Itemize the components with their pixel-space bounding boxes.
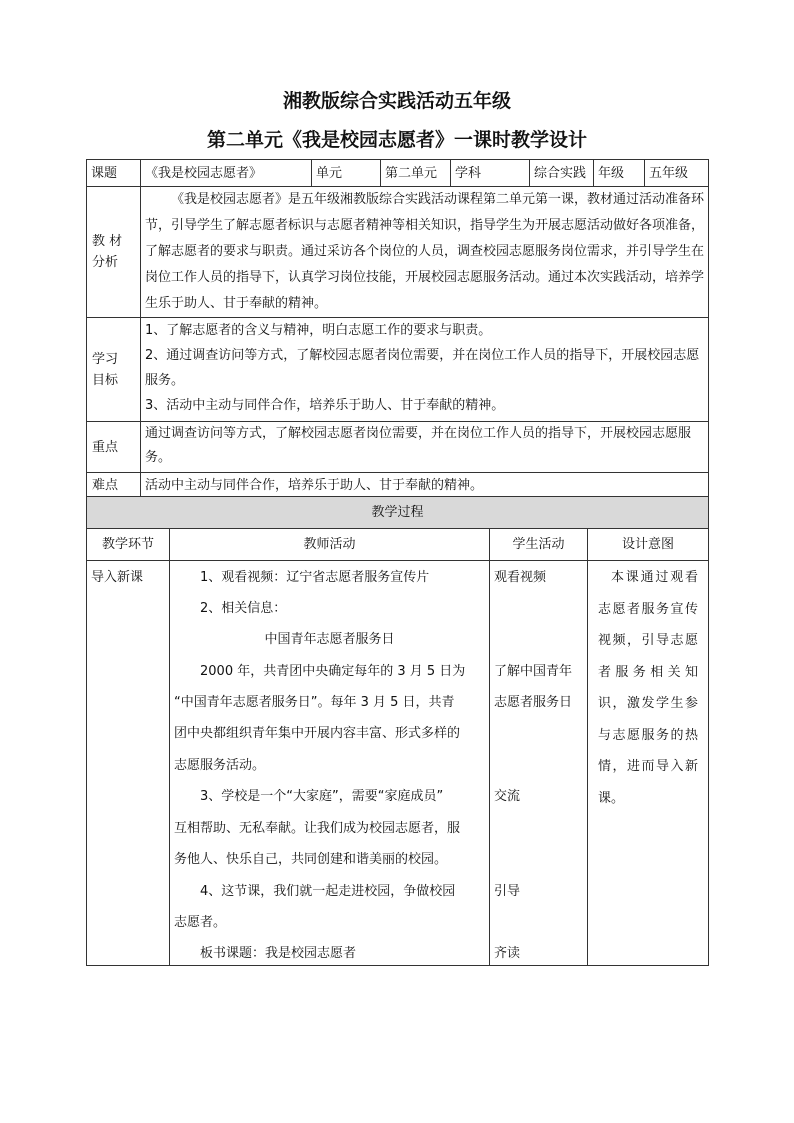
objectives-label: 学习 目标 (87, 318, 141, 422)
difficulty-label: 难点 (87, 473, 141, 499)
teacher-line: “中国青年志愿者服务日”。每年 3 月 5 日，共青 (174, 695, 455, 710)
unit-label: 单元 (312, 160, 381, 187)
stage-column-header: 教学环节 (87, 529, 170, 561)
difficulty-text: 活动中主动与同伴合作，培养乐于助人、甘于奉献的精神。 (141, 473, 709, 499)
teaching-process-table (86, 496, 709, 966)
topic-label: 课题 (87, 160, 141, 187)
objectives-list (141, 318, 709, 422)
teacher-line: 中国青年志愿者服务日 (264, 632, 395, 647)
process-header: 教学过程 (87, 497, 709, 529)
student-activity-cell (490, 561, 588, 966)
teacher-line: 2000 年，共青团中央确定每年的 3 月 5 日为 (200, 664, 466, 679)
teacher-line: 4、这节课，我们就一起走进校园，争做校园 (200, 884, 456, 899)
topic-value: 《我是校园志愿者》 (141, 160, 312, 187)
teacher-line: 团中央都组织青年集中开展内容丰富、形式多样的 (174, 726, 461, 741)
teacher-line: 2、相关信息： (200, 601, 287, 616)
design-intent-text: 本课通过观看志愿者服务宣传视频，引导志愿者服务相关知识，激发学生参与志愿服务的热情，进而导入新课。 (598, 570, 699, 806)
key-point-label: 重点 (87, 422, 141, 473)
lesson-info-table (86, 159, 709, 499)
teacher-line: 互相帮助、无私奉献。让我们成为校园志愿者，服 (174, 821, 461, 836)
objective-item: 2、通过调查访问等方式，了解校园志愿者岗位需要，并在岗位工作人员的指导下，开展校园志愿服务。 (145, 348, 700, 388)
subject-value: 综合实践 (530, 160, 594, 187)
teacher-line: 务他人、快乐自己，共同创建和谐美丽的校园。 (174, 852, 448, 867)
key-point-text: 通过调查访问等方式，了解校园志愿者岗位需要，并在岗位工作人员的指导下，开展校园志愿服务。 (141, 422, 709, 473)
teacher-line: 志愿服务活动。 (174, 758, 266, 773)
objective-item: 3、活动中主动与同伴合作，培养乐于助人、甘于奉献的精神。 (145, 398, 505, 413)
student-line: 观看视频 (494, 570, 547, 585)
student-line: 齐读 (494, 946, 521, 961)
subject-label: 学科 (451, 160, 530, 187)
stage-cell (87, 561, 170, 966)
student-line: 志愿者服务日 (494, 695, 573, 710)
teacher-activity-cell (170, 561, 490, 966)
grade-label: 年级 (594, 160, 645, 187)
teacher-line: 3、学校是一个“大家庭”，需要“家庭成员” (200, 789, 444, 804)
teacher-line: 1、观看视频：辽宁省志愿者服务宣传片 (200, 570, 430, 585)
teacher-column-header: 教师活动 (170, 529, 490, 561)
teacher-line: 志愿者。 (174, 915, 227, 930)
student-line: 交流 (494, 789, 521, 804)
student-line: 了解中国青年 (494, 664, 573, 679)
stage-name: 导入新课 (91, 570, 144, 585)
analysis-text: 《我是校园志愿者》是五年级湘教版综合实践活动课程第二单元第一课，教材通过活动准备环节，引导学生了解志愿者标识与志愿者精神等相关知识，指导学生为开展志愿活动做好各项准备，了解志愿者的要求与职责。通过采访各个岗位的人员，调查校园志愿服务岗位需求，并引导学生在岗位工作人员的指导下，认真学习岗位技能，开展校园志愿服务活动。通过本次实践活动，培养学生乐于助人、甘于奉献的精神。 (141, 187, 709, 318)
teacher-line: 板书课题：我是校园志愿者 (200, 946, 357, 961)
design-intent-cell (588, 561, 709, 966)
objective-item: 1、了解志愿者的含义与精神，明白志愿工作的要求与职责。 (145, 323, 492, 338)
analysis-label: 教 材 分析 (87, 187, 141, 318)
student-column-header: 学生活动 (490, 529, 588, 561)
grade-value: 五年级 (645, 160, 709, 187)
unit-value: 第二单元 (381, 160, 451, 187)
document-title: 湘教版综合实践活动五年级 (282, 90, 511, 112)
document-subtitle: 第二单元《我是校园志愿者》一课时教学设计 (206, 129, 587, 151)
design-column-header: 设计意图 (588, 529, 709, 561)
student-line: 引导 (494, 884, 521, 899)
